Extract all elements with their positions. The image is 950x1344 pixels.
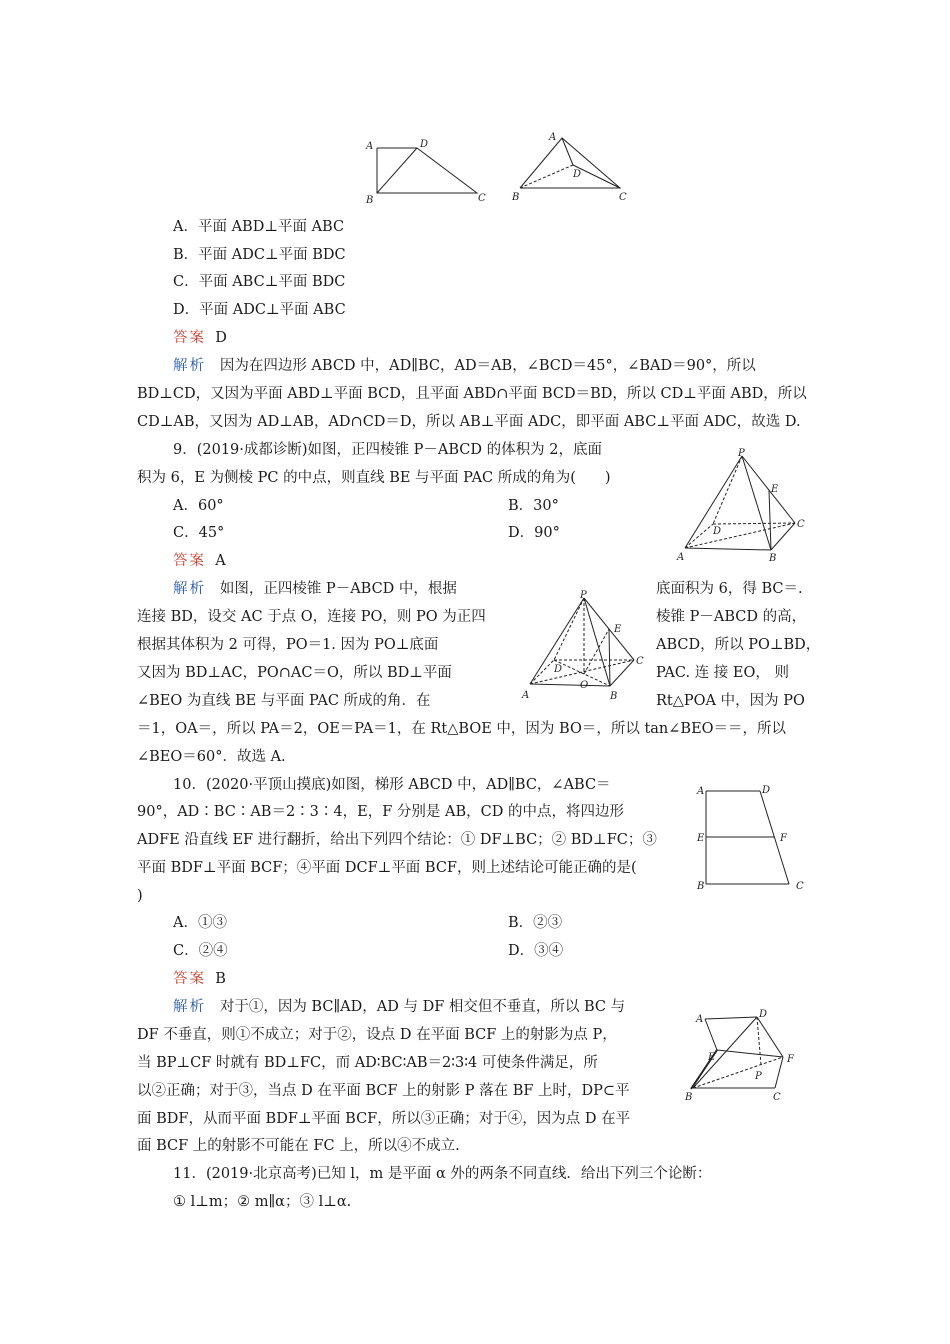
- q11-stem-line-2: ① l⊥m；② m∥α；③ l⊥α.: [173, 1194, 352, 1210]
- edge-ab: [685, 548, 771, 550]
- label-c: C: [773, 1092, 781, 1103]
- edge-ad: [530, 660, 554, 684]
- q10-stem-line-2: 90°，AD∶BC∶AB＝2∶3∶4，E，F 分别是 AB，CD 的中点，将四边形: [137, 804, 624, 820]
- q10-trapezoid-figure: [692, 780, 817, 895]
- q10-stem-line-5: ): [137, 888, 143, 904]
- label-c: C: [636, 656, 644, 667]
- q10-option-d: D．③④: [508, 943, 564, 959]
- q9-analysis-right-4: PAC. 连 接 EO， 则: [656, 665, 789, 681]
- trapezoid-outline: [377, 148, 477, 193]
- q8-analysis-line-3: CD⊥AB，又因为 AD⊥AB，AD∩CD＝D，所以 AB⊥平面 ADC，即平面 ABC⊥平面 ADC，故选 D.: [137, 414, 801, 430]
- q9-analysis-right-5: Rt△POA 中，因为 PO: [656, 693, 805, 709]
- label-p: P: [755, 1071, 762, 1082]
- q9-analysis-left-5: ∠BEO 为直线 BE 与平面 PAC 所成的角．在: [137, 693, 431, 709]
- segment-bd: [693, 1017, 757, 1088]
- edge-bd: [520, 165, 573, 188]
- q10-stem-line-3: ADFE 沿直线 EF 进行翻折，给出下列四个结论：① DF⊥BC；② BD⊥FC；③: [137, 832, 657, 848]
- answer-value: D: [215, 330, 227, 346]
- analysis-text: 如图，正四棱锥 P－ABCD 中，根据: [219, 581, 457, 597]
- edge-ad: [562, 138, 573, 165]
- q10-analysis-line-6: 面 BCF 上的射影不可能在 FC 上，所以④不成立.: [137, 1138, 460, 1154]
- q9-option-a: A．60°: [173, 498, 224, 514]
- q8-option-a: A．平面 ABD⊥平面 ABC: [173, 219, 345, 235]
- q9-analysis-left-2: 连接 BD，设交 AC 于点 O，连接 PO，则 PO 为正四: [137, 609, 486, 625]
- segment-be: [769, 490, 771, 550]
- q10-analysis-line-2: DF 不垂直，则①不成立；对于②，设点 D 在平面 BCF 上的射影为点 P，: [137, 1027, 617, 1043]
- label-e: E: [614, 624, 622, 635]
- q10-analysis-line-1: [173, 997, 625, 1017]
- edge-pd: [713, 456, 742, 524]
- label-b: B: [512, 192, 520, 203]
- q10-analysis-line-5: 面 BDF，从而平面 BDF⊥平面 BCF，所以③正确；对于④，因为点 D 在平: [137, 1111, 631, 1127]
- answer-value: A: [215, 553, 226, 569]
- q10-option-b: B．②③: [508, 915, 563, 931]
- q11-stem-line-1: 11．(2019·北京高考)已知 l，m 是平面 α 外的两条不同直线．给出下列三个论断：: [173, 1166, 712, 1182]
- analysis-text: 因为在四边形 ABCD 中，AD∥BC，AD＝AB，∠BCD＝45°，∠BAD＝90°，所以: [219, 358, 756, 374]
- label-b: B: [697, 881, 705, 892]
- label-e: E: [771, 484, 779, 495]
- label-d: D: [573, 169, 582, 180]
- label-p: P: [738, 448, 745, 459]
- q8-figure-folded: [505, 128, 635, 208]
- edge-ad: [685, 524, 713, 548]
- segment-oe: [584, 629, 609, 674]
- analysis-label: 解析: [173, 358, 206, 374]
- answer-label: 答案: [173, 971, 206, 987]
- diag-ac: [685, 523, 795, 548]
- q9-stem-line-2: 积为 6，E 为侧棱 PC 的中点，则直线 BE 与平面 PAC 所成的角为( ): [137, 470, 611, 486]
- q9-analysis-right-1: 底面积为 6，得 BC＝.: [656, 581, 803, 597]
- q9-analysis-left-1: [173, 579, 457, 599]
- label-o: O: [580, 680, 589, 691]
- q9-analysis-tail-1: ＝1，OA＝，所以 PA＝2，OE＝PA＝1，在 Rt△BOE 中，因为 BO＝，所以 tan∠BEO＝＝，所以: [137, 721, 787, 737]
- q9-analysis-tail-2: ∠BEO＝60°．故选 A.: [137, 749, 286, 765]
- label-a: A: [366, 141, 374, 152]
- q8-option-b: B．平面 ADC⊥平面 BDC: [173, 247, 346, 263]
- edge-ab: [530, 684, 610, 686]
- q8-option-c: C．平面 ABC⊥平面 BDC: [173, 274, 346, 290]
- label-c: C: [619, 192, 627, 203]
- edge-dc: [713, 523, 795, 524]
- label-a: A: [549, 132, 557, 143]
- label-b: B: [769, 553, 777, 564]
- label-e: E: [708, 1052, 716, 1063]
- analysis-label: 解析: [173, 581, 206, 597]
- q9-analysis-right-3: ABCD，所以 PO⊥BD，: [656, 637, 821, 653]
- label-p: P: [580, 590, 587, 601]
- q10-folded-figure: [683, 1005, 813, 1105]
- edge-ae: [705, 1019, 717, 1050]
- edge-pb: [742, 456, 771, 550]
- label-a: A: [696, 1014, 704, 1025]
- label-d: D: [554, 664, 563, 675]
- label-e: E: [697, 833, 705, 844]
- label-a: A: [677, 552, 685, 563]
- label-d: D: [759, 1009, 768, 1020]
- q10-option-c: C．②④: [173, 943, 228, 959]
- answer-value: B: [215, 971, 226, 987]
- edge-ad: [705, 1017, 757, 1019]
- q8-answer: [173, 328, 227, 348]
- label-c: C: [797, 519, 805, 530]
- label-d: D: [713, 526, 722, 537]
- edge-bc: [610, 660, 634, 686]
- edge-pc: [742, 456, 795, 523]
- q10-answer: [173, 969, 226, 989]
- q9-analysis-pyramid-figure: [518, 588, 653, 703]
- q10-stem-line-1: 10．(2020·平顶山摸底)如图，梯形 ABCD 中，AD∥BC，∠ABC＝: [173, 777, 611, 793]
- q10-option-a: A．①③: [173, 915, 227, 931]
- edge-df: [757, 1017, 783, 1057]
- q9-analysis-right-2: 棱锥 P－ABCD 的高，: [656, 609, 807, 625]
- q10-analysis-line-4: 以②正确；对于③，当点 D 在平面 BCF 上的射影 P 落在 BF 上时，DP⊂平: [137, 1083, 630, 1099]
- q10-stem-line-4: 平面 BDF⊥平面 BCF；④平面 DCF⊥平面 BCF，则上述结论可能正确的是(: [137, 860, 637, 876]
- diagonal-bd: [377, 148, 417, 193]
- q9-option-b: B．30°: [508, 498, 559, 514]
- label-a: A: [697, 786, 705, 797]
- q9-analysis-left-4: 又因为 BD⊥AC，PO∩AC＝O，所以 BD⊥平面: [137, 665, 452, 681]
- q8-figure-trapezoid: [360, 135, 490, 210]
- edge-pb: [584, 598, 610, 686]
- q8-analysis-line-2: BD⊥CD，又因为平面 ABD⊥平面 BCD，且平面 ABD∩平面 BCD＝BD，所以 CD⊥平面 ABD，所以: [137, 386, 807, 402]
- edge-bc: [771, 523, 795, 550]
- q9-analysis-left-3: 根据其体积为 2 可得，PO＝1. 因为 PO⊥底面: [137, 637, 439, 653]
- q9-pyramid-figure: [675, 448, 815, 563]
- q10-analysis-line-3: 当 BP⊥CF 时就有 BD⊥FC，而 AD∶BC∶AB＝2∶3∶4 可使条件满足，所: [137, 1055, 598, 1071]
- label-b: B: [685, 1092, 693, 1103]
- label-d: D: [762, 785, 771, 796]
- label-f: F: [780, 833, 787, 844]
- answer-label: 答案: [173, 553, 206, 569]
- segment-dp: [757, 1017, 761, 1065]
- label-c: C: [478, 193, 486, 204]
- q8-option-d: D．平面 ADC⊥平面 ABC: [173, 302, 346, 318]
- q9-stem-line-1: 9．(2019·成都诊断)如图，正四棱锥 P－ABCD 的体积为 2，底面: [173, 442, 602, 458]
- analysis-text: 对于①，因为 BC∥AD，AD 与 DF 相交但不垂直，所以 BC 与: [219, 999, 626, 1015]
- label-a: A: [522, 690, 530, 701]
- label-f: F: [787, 1054, 794, 1065]
- answer-label: 答案: [173, 330, 206, 346]
- edge-cf: [775, 1057, 783, 1088]
- q9-option-c: C．45°: [173, 525, 225, 541]
- edge-pd: [554, 598, 584, 660]
- label-c: C: [796, 881, 804, 892]
- segment-be: [609, 629, 610, 686]
- q8-analysis-line-1: [173, 356, 756, 376]
- q9-option-d: D．90°: [508, 525, 560, 541]
- q9-answer: [173, 551, 226, 571]
- label-b: B: [366, 195, 374, 206]
- label-b: B: [610, 691, 618, 702]
- analysis-label: 解析: [173, 999, 206, 1015]
- label-d: D: [420, 139, 429, 150]
